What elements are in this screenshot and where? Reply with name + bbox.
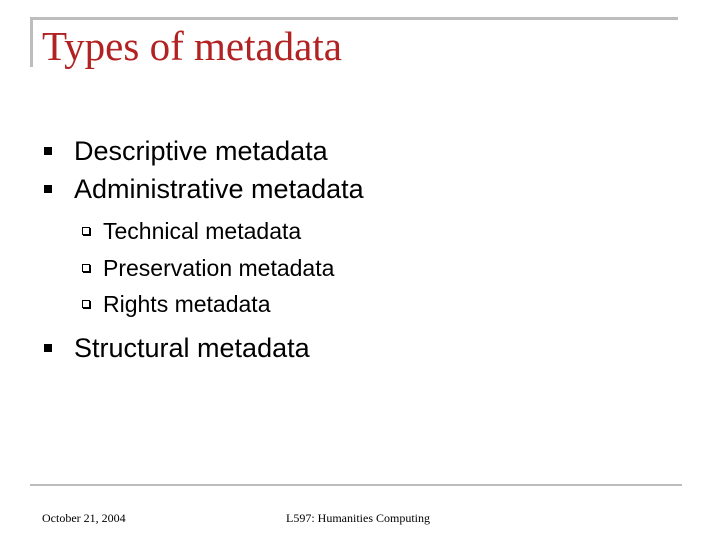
- slide-title: Types of metadata: [42, 23, 342, 69]
- footer-rule: [30, 484, 682, 486]
- title-frame-left-rule: [30, 17, 33, 67]
- sub-bullet-text: Rights metadata: [103, 291, 271, 317]
- sub-bullet-item-preservation: [82, 255, 335, 282]
- square-bullet-icon: [44, 344, 52, 352]
- hollow-square-bullet-icon: [82, 264, 90, 272]
- hollow-square-bullet-icon: [82, 227, 90, 235]
- bullet-text: Descriptive metadata: [74, 136, 328, 166]
- title-frame-top-rule: [30, 17, 678, 20]
- bullet-text: Administrative metadata: [74, 174, 364, 204]
- square-bullet-icon: [44, 147, 52, 155]
- bullet-item-descriptive: [44, 136, 328, 167]
- sub-bullet-text: Technical metadata: [103, 218, 302, 244]
- bullet-text: Structural metadata: [74, 333, 310, 363]
- square-bullet-icon: [44, 185, 52, 193]
- footer-date: October 21, 2004: [42, 511, 126, 525]
- sub-bullet-text: Preservation metadata: [103, 255, 335, 281]
- hollow-square-bullet-icon: [82, 300, 90, 308]
- bullet-item-administrative: [44, 174, 364, 205]
- sub-bullet-item-technical: [82, 218, 302, 245]
- sub-bullet-item-rights: [82, 291, 271, 318]
- footer-course: L597: Humanities Computing: [286, 511, 430, 525]
- bullet-item-structural: [44, 333, 310, 364]
